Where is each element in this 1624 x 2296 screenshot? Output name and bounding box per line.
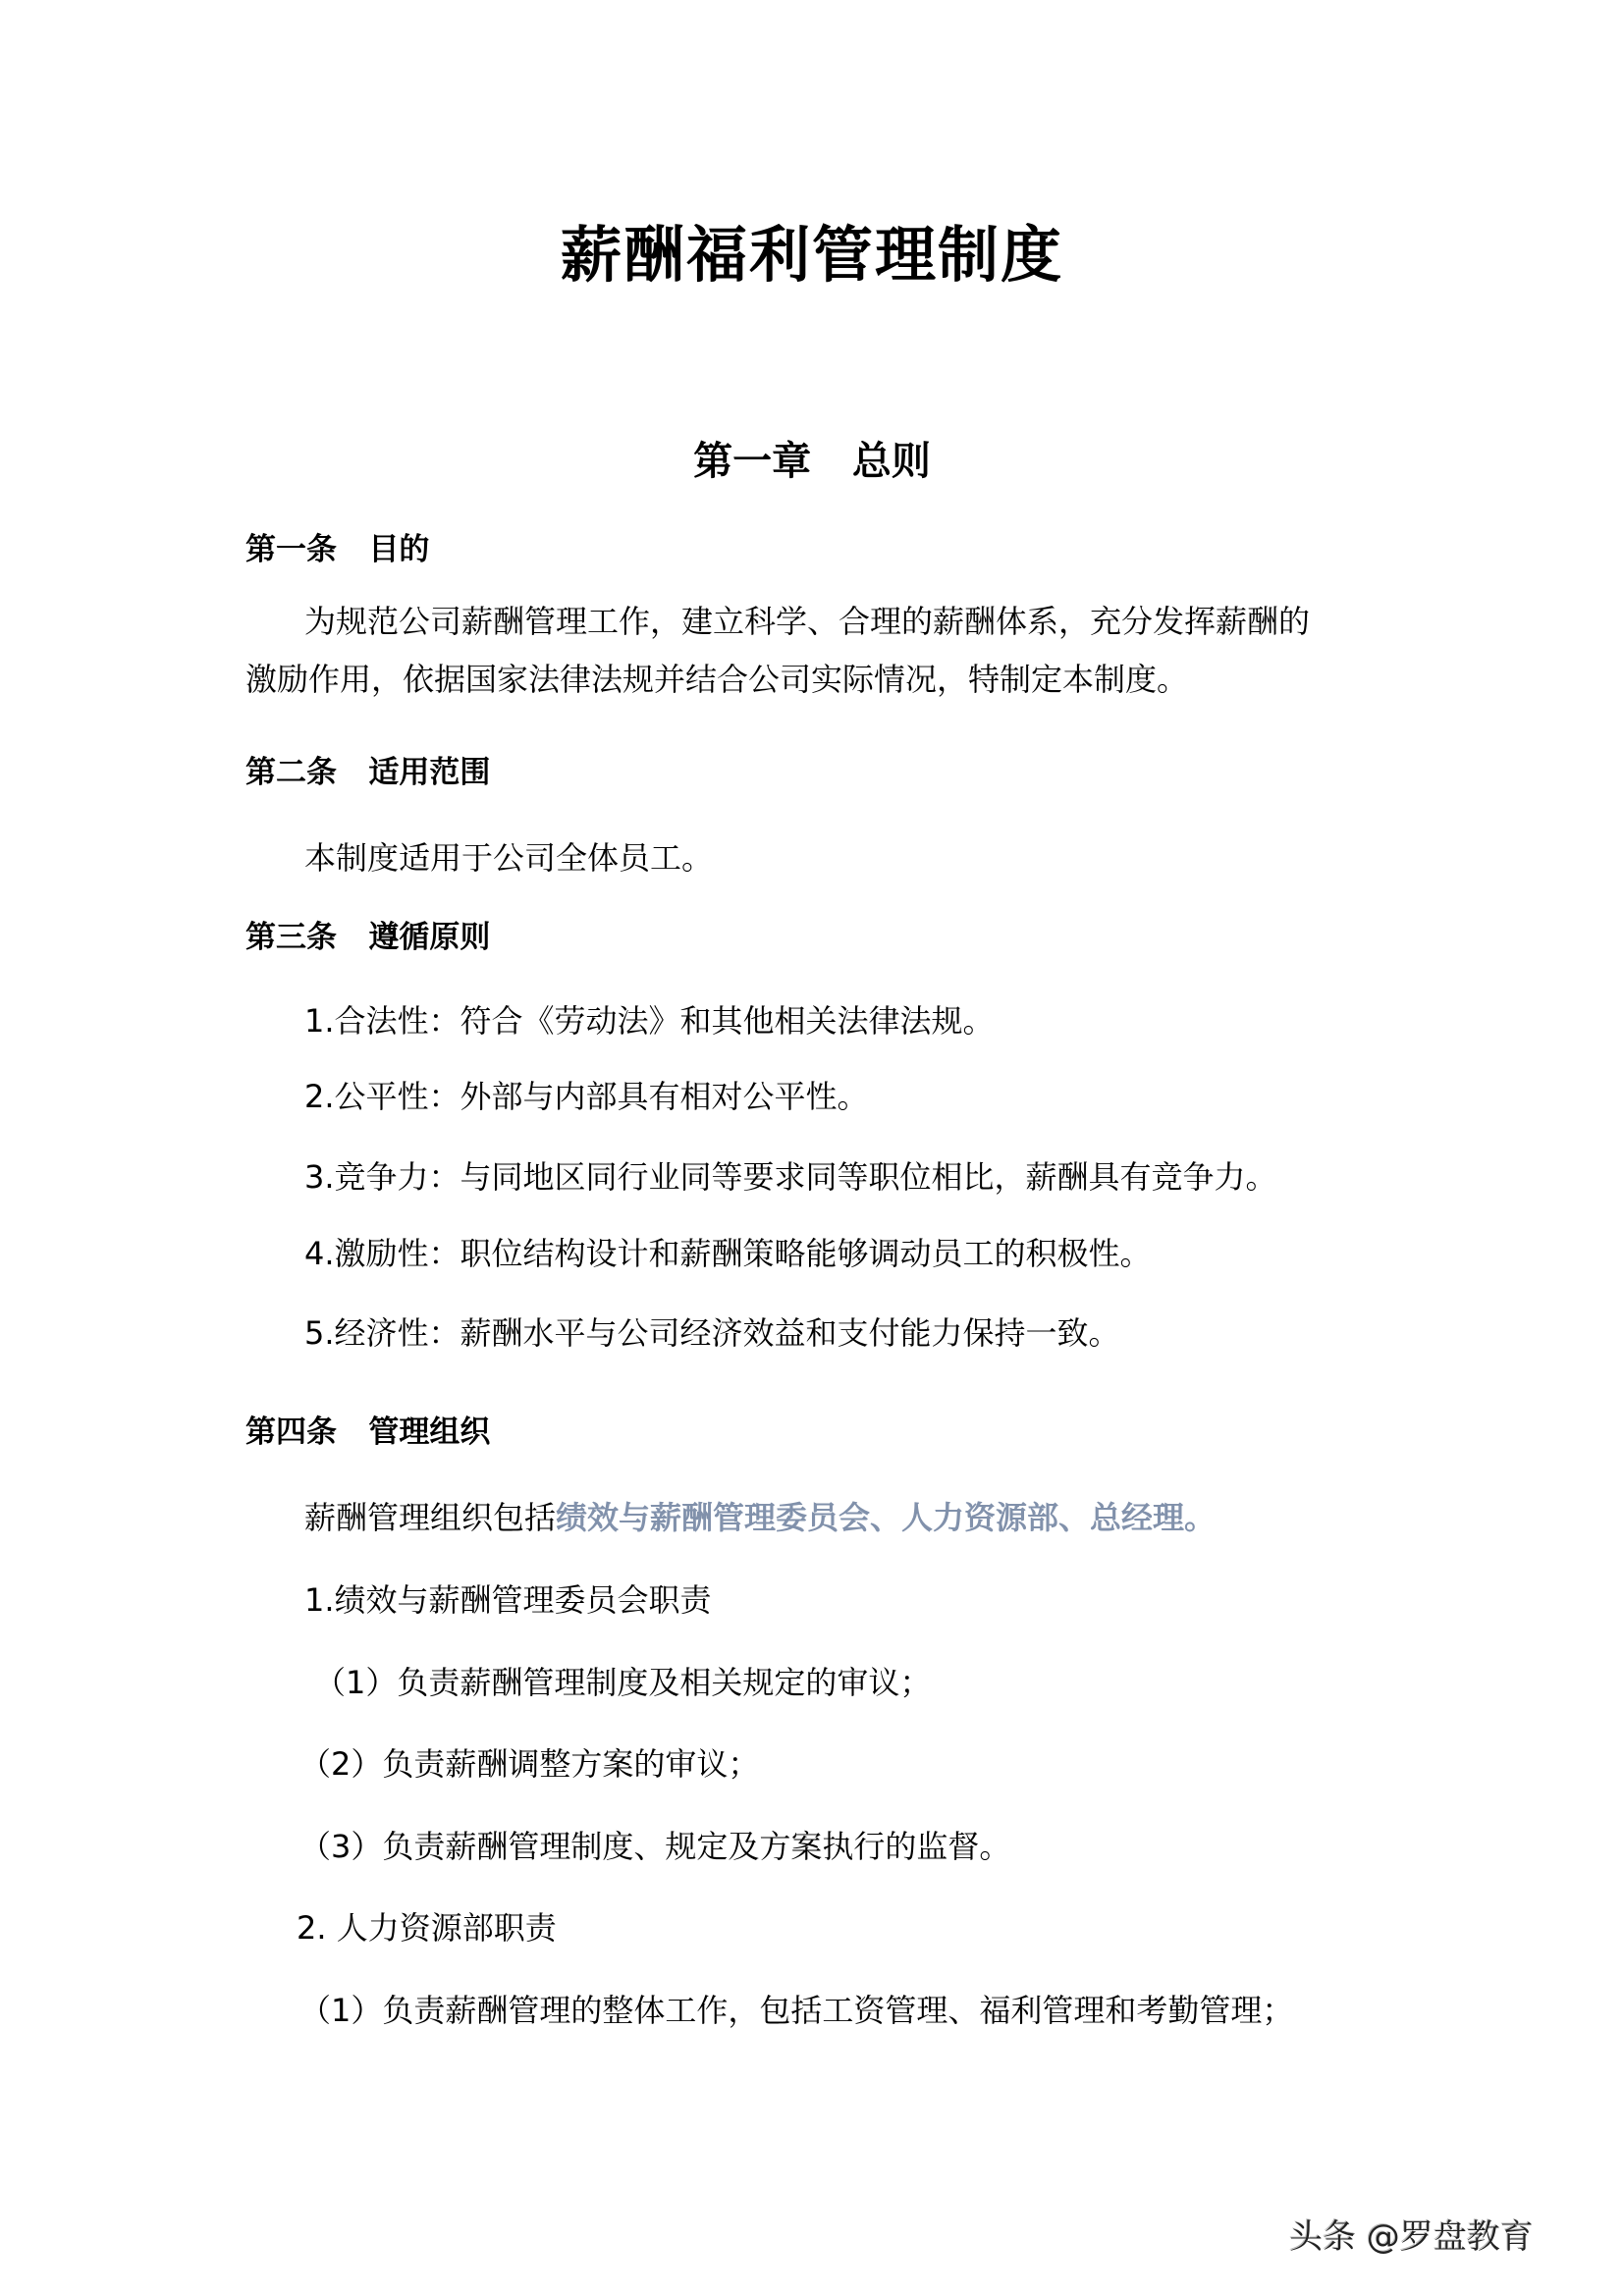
article-heading-4: 第四条 管理组织: [245, 1415, 491, 1450]
chapter-title: 第一章 总则: [693, 439, 931, 484]
watermark: 头条 @罗盘教育: [1289, 2217, 1534, 2257]
principle-item-2: 2.公平性：外部与内部具有相对公平性。: [304, 1078, 869, 1115]
hr-duties-title: 2. 人力资源部职责: [297, 1909, 557, 1947]
principle-item-4: 4.激励性：职位结构设计和薪酬策略能够调动员工的积极性。: [304, 1235, 1152, 1272]
article-2-paragraph: 本制度适用于公司全体员工。: [304, 839, 714, 877]
committee-duties-title: 1.绩效与薪酬管理委员会职责: [304, 1581, 712, 1619]
principle-item-3: 3.竞争力：与同地区同行业同等要求同等职位相比，薪酬具有竞争力。: [304, 1158, 1277, 1196]
article-1-paragraph-line-2: 激励作用，依据国家法律法规并结合公司实际情况，特制定本制度。: [245, 661, 1189, 698]
committee-duty-item-1: （1）负责薪酬管理制度及相关规定的审议；: [314, 1664, 932, 1701]
hr-duty-item-1: （1）负责薪酬管理的整体工作，包括工资管理、福利管理和考勤管理；: [299, 1992, 1294, 2029]
article-heading-2: 第二条 适用范围: [245, 755, 491, 790]
article-heading-1: 第一条 目的: [245, 532, 430, 567]
principle-item-5: 5.经济性：薪酬水平与公司经济效益和支付能力保持一致。: [304, 1314, 1120, 1352]
management-org-intro-text: 薪酬管理组织包括: [304, 1499, 557, 1536]
principle-item-1: 1.合法性：符合《劳动法》和其他相关法律法规。: [304, 1002, 995, 1040]
committee-duty-item-2: （2）负责薪酬调整方案的审议；: [299, 1745, 760, 1783]
article-1-paragraph-line-1: 为规范公司薪酬管理工作，建立科学、合理的薪酬体系，充分发挥薪酬的: [304, 603, 1311, 640]
article-heading-3: 第三条 遵循原则: [245, 920, 491, 955]
management-org-highlight: 绩效与薪酬管理委员会、人力资源部、总经理。: [556, 1499, 1217, 1536]
management-org-intro: [304, 1494, 1216, 1541]
committee-duty-item-3: （3）负责薪酬管理制度、规定及方案执行的监督。: [299, 1828, 1011, 1865]
page-title: 薪酬福利管理制度: [560, 219, 1063, 291]
